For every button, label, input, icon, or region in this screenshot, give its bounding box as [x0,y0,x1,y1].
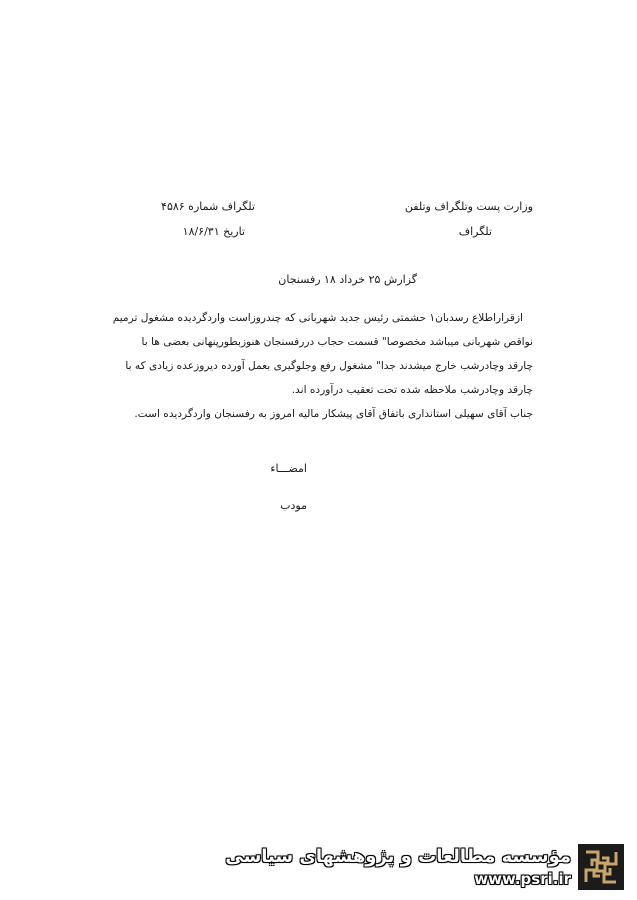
telegram-number: تلگراف شماره ۴۵۸۶ [161,200,255,213]
closing-label: مودب [280,499,307,512]
report-body [93,306,533,426]
ministry-name: وزارت پست وتلگراف وتلفن [404,200,533,213]
document-date: تاریخ ۱۸/۶/۳۱ [182,225,245,238]
institute-name: مؤسسه مطالعات و پژوهشهای سیاسی [225,846,571,867]
institute-url: www.psri.ir [474,870,571,888]
signature-label: امضـــاء [270,462,307,475]
body-line: نواقص شهربانی میباشد مخصوصا" قسمت حجاب دررفسنجان هنوزبطورپنهانی بعضی ها با [141,336,533,348]
report-subject: گزارش ۲۵ خرداد ۱۸ رفسنجان [278,273,417,286]
body-line: چارقد وچادرشب ملاحظه شده تحت تعقیب درآورده اند. [291,384,533,396]
body-line: چارقد وچادرشب خارج میشدند جدا" مشغول رفع وجلوگیری بعمل آورده دیروزعده زیادی که با [125,360,533,372]
psri-logo-icon [578,844,624,890]
body-line: ازقراراطلاع رسدبان۱ حشمتی رئیس جدید شهربانی که چندروزاست واردگردیده مشغول ترمیم [112,312,523,324]
body-line: جناب آقای سهیلی استانداری باتفاق آقای پیشکار مالیه امروز به رفسنجان واردگردیده است. [134,408,533,420]
department-name: تلگراف [458,225,492,238]
